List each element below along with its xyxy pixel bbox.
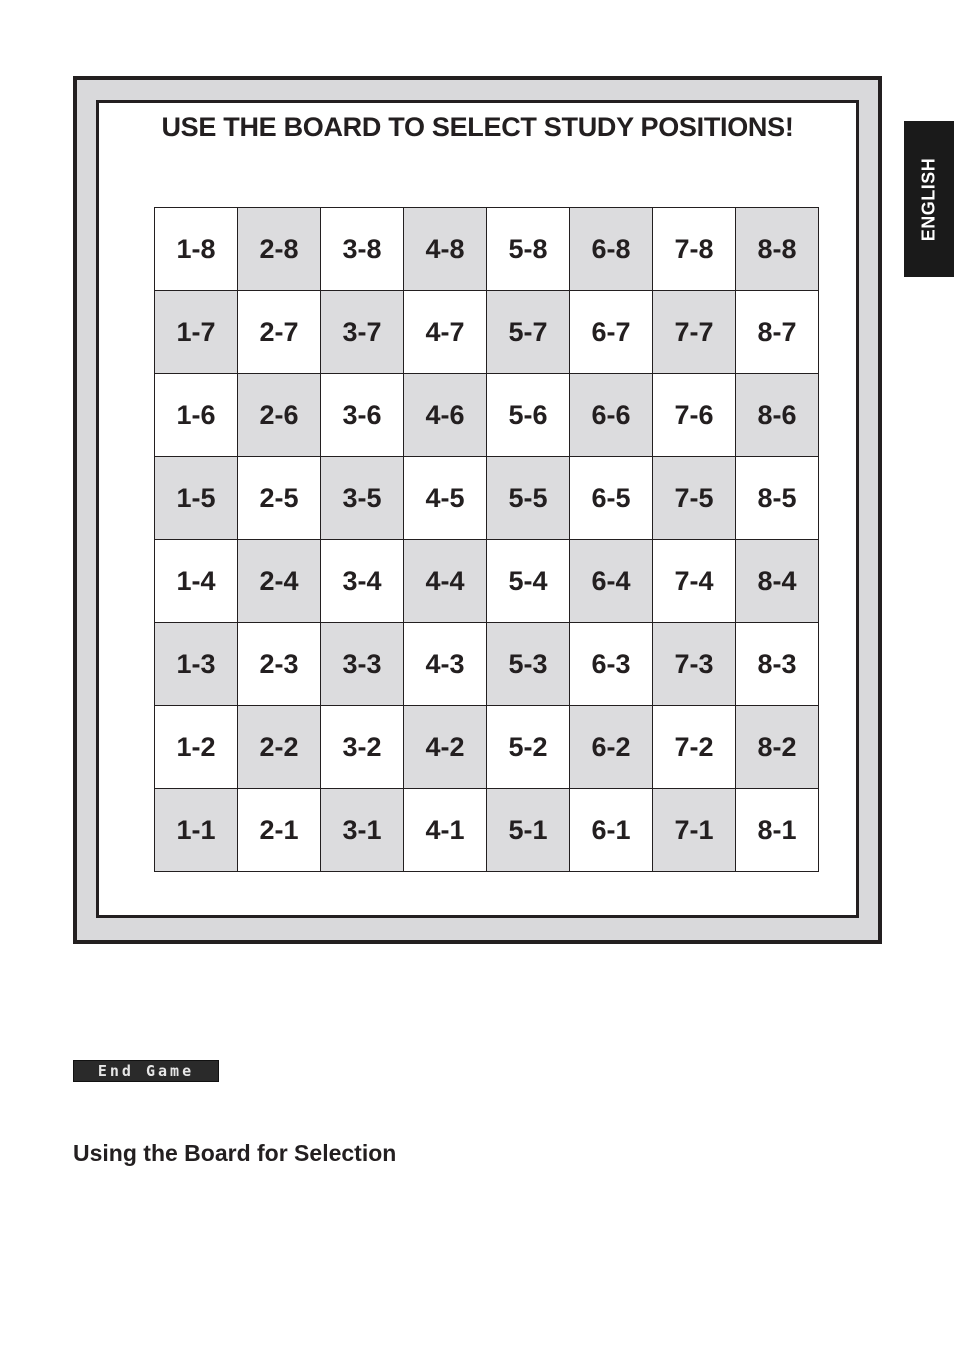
board-square-5-7[interactable]: 5-7: [487, 291, 570, 374]
board-square-2-8[interactable]: 2-8: [238, 208, 321, 291]
board-square-4-3[interactable]: 4-3: [404, 623, 487, 706]
board-square-8-6[interactable]: 8-6: [736, 374, 819, 457]
study-position-board: [154, 207, 819, 872]
board-square-7-7[interactable]: 7-7: [653, 291, 736, 374]
board-square-8-3[interactable]: 8-3: [736, 623, 819, 706]
board-square-5-3[interactable]: 5-3: [487, 623, 570, 706]
board-square-5-6[interactable]: 5-6: [487, 374, 570, 457]
board-square-1-2[interactable]: 1-2: [155, 706, 238, 789]
board-square-2-1[interactable]: 2-1: [238, 789, 321, 872]
board-square-3-4[interactable]: 3-4: [321, 540, 404, 623]
board-square-5-4[interactable]: 5-4: [487, 540, 570, 623]
board-square-2-2[interactable]: 2-2: [238, 706, 321, 789]
board-square-1-8[interactable]: 1-8: [155, 208, 238, 291]
board-square-7-1[interactable]: 7-1: [653, 789, 736, 872]
board-square-4-5[interactable]: 4-5: [404, 457, 487, 540]
board-square-1-3[interactable]: 1-3: [155, 623, 238, 706]
board-square-3-6[interactable]: 3-6: [321, 374, 404, 457]
board-square-4-2[interactable]: 4-2: [404, 706, 487, 789]
board-square-6-8[interactable]: 6-8: [570, 208, 653, 291]
board-square-6-5[interactable]: 6-5: [570, 457, 653, 540]
board-square-5-5[interactable]: 5-5: [487, 457, 570, 540]
board-square-3-2[interactable]: 3-2: [321, 706, 404, 789]
board-square-4-1[interactable]: 4-1: [404, 789, 487, 872]
board-square-1-6[interactable]: 1-6: [155, 374, 238, 457]
board-square-8-4[interactable]: 8-4: [736, 540, 819, 623]
board-square-4-6[interactable]: 4-6: [404, 374, 487, 457]
board-square-7-3[interactable]: 7-3: [653, 623, 736, 706]
section-heading: Using the Board for Selection: [73, 1140, 397, 1166]
board-square-2-7[interactable]: 2-7: [238, 291, 321, 374]
board-square-4-7[interactable]: 4-7: [404, 291, 487, 374]
board-square-8-8[interactable]: 8-8: [736, 208, 819, 291]
board-square-5-2[interactable]: 5-2: [487, 706, 570, 789]
board-square-5-1[interactable]: 5-1: [487, 789, 570, 872]
board-square-7-4[interactable]: 7-4: [653, 540, 736, 623]
lcd-display: [73, 1060, 219, 1082]
board-square-8-5[interactable]: 8-5: [736, 457, 819, 540]
board-square-7-8[interactable]: 7-8: [653, 208, 736, 291]
board-square-3-7[interactable]: 3-7: [321, 291, 404, 374]
board-square-6-4[interactable]: 6-4: [570, 540, 653, 623]
board-square-8-2[interactable]: 8-2: [736, 706, 819, 789]
board-square-7-5[interactable]: 7-5: [653, 457, 736, 540]
board-square-3-8[interactable]: 3-8: [321, 208, 404, 291]
board-square-7-2[interactable]: 7-2: [653, 706, 736, 789]
board-square-1-1[interactable]: 1-1: [155, 789, 238, 872]
board-square-1-4[interactable]: 1-4: [155, 540, 238, 623]
board-square-6-1[interactable]: 6-1: [570, 789, 653, 872]
board-square-4-8[interactable]: 4-8: [404, 208, 487, 291]
board-square-3-3[interactable]: 3-3: [321, 623, 404, 706]
board-square-2-4[interactable]: 2-4: [238, 540, 321, 623]
board-square-5-8[interactable]: 5-8: [487, 208, 570, 291]
board-square-6-6[interactable]: 6-6: [570, 374, 653, 457]
board-square-2-6[interactable]: 2-6: [238, 374, 321, 457]
language-tab-label: ENGLISH: [918, 157, 939, 241]
board-square-2-5[interactable]: 2-5: [238, 457, 321, 540]
board-square-7-6[interactable]: 7-6: [653, 374, 736, 457]
board-square-8-1[interactable]: 8-1: [736, 789, 819, 872]
board-square-2-3[interactable]: 2-3: [238, 623, 321, 706]
board-square-1-7[interactable]: 1-7: [155, 291, 238, 374]
board-square-1-5[interactable]: 1-5: [155, 457, 238, 540]
board-square-3-1[interactable]: 3-1: [321, 789, 404, 872]
board-square-3-5[interactable]: 3-5: [321, 457, 404, 540]
board-square-6-2[interactable]: 6-2: [570, 706, 653, 789]
language-tab: [904, 121, 954, 277]
board-square-4-4[interactable]: 4-4: [404, 540, 487, 623]
board-square-6-3[interactable]: 6-3: [570, 623, 653, 706]
board-square-6-7[interactable]: 6-7: [570, 291, 653, 374]
board-square-8-7[interactable]: 8-7: [736, 291, 819, 374]
lcd-display-text: End Game: [97, 1062, 195, 1080]
board-panel-title: USE THE BOARD TO SELECT STUDY POSITIONS!: [161, 112, 794, 142]
